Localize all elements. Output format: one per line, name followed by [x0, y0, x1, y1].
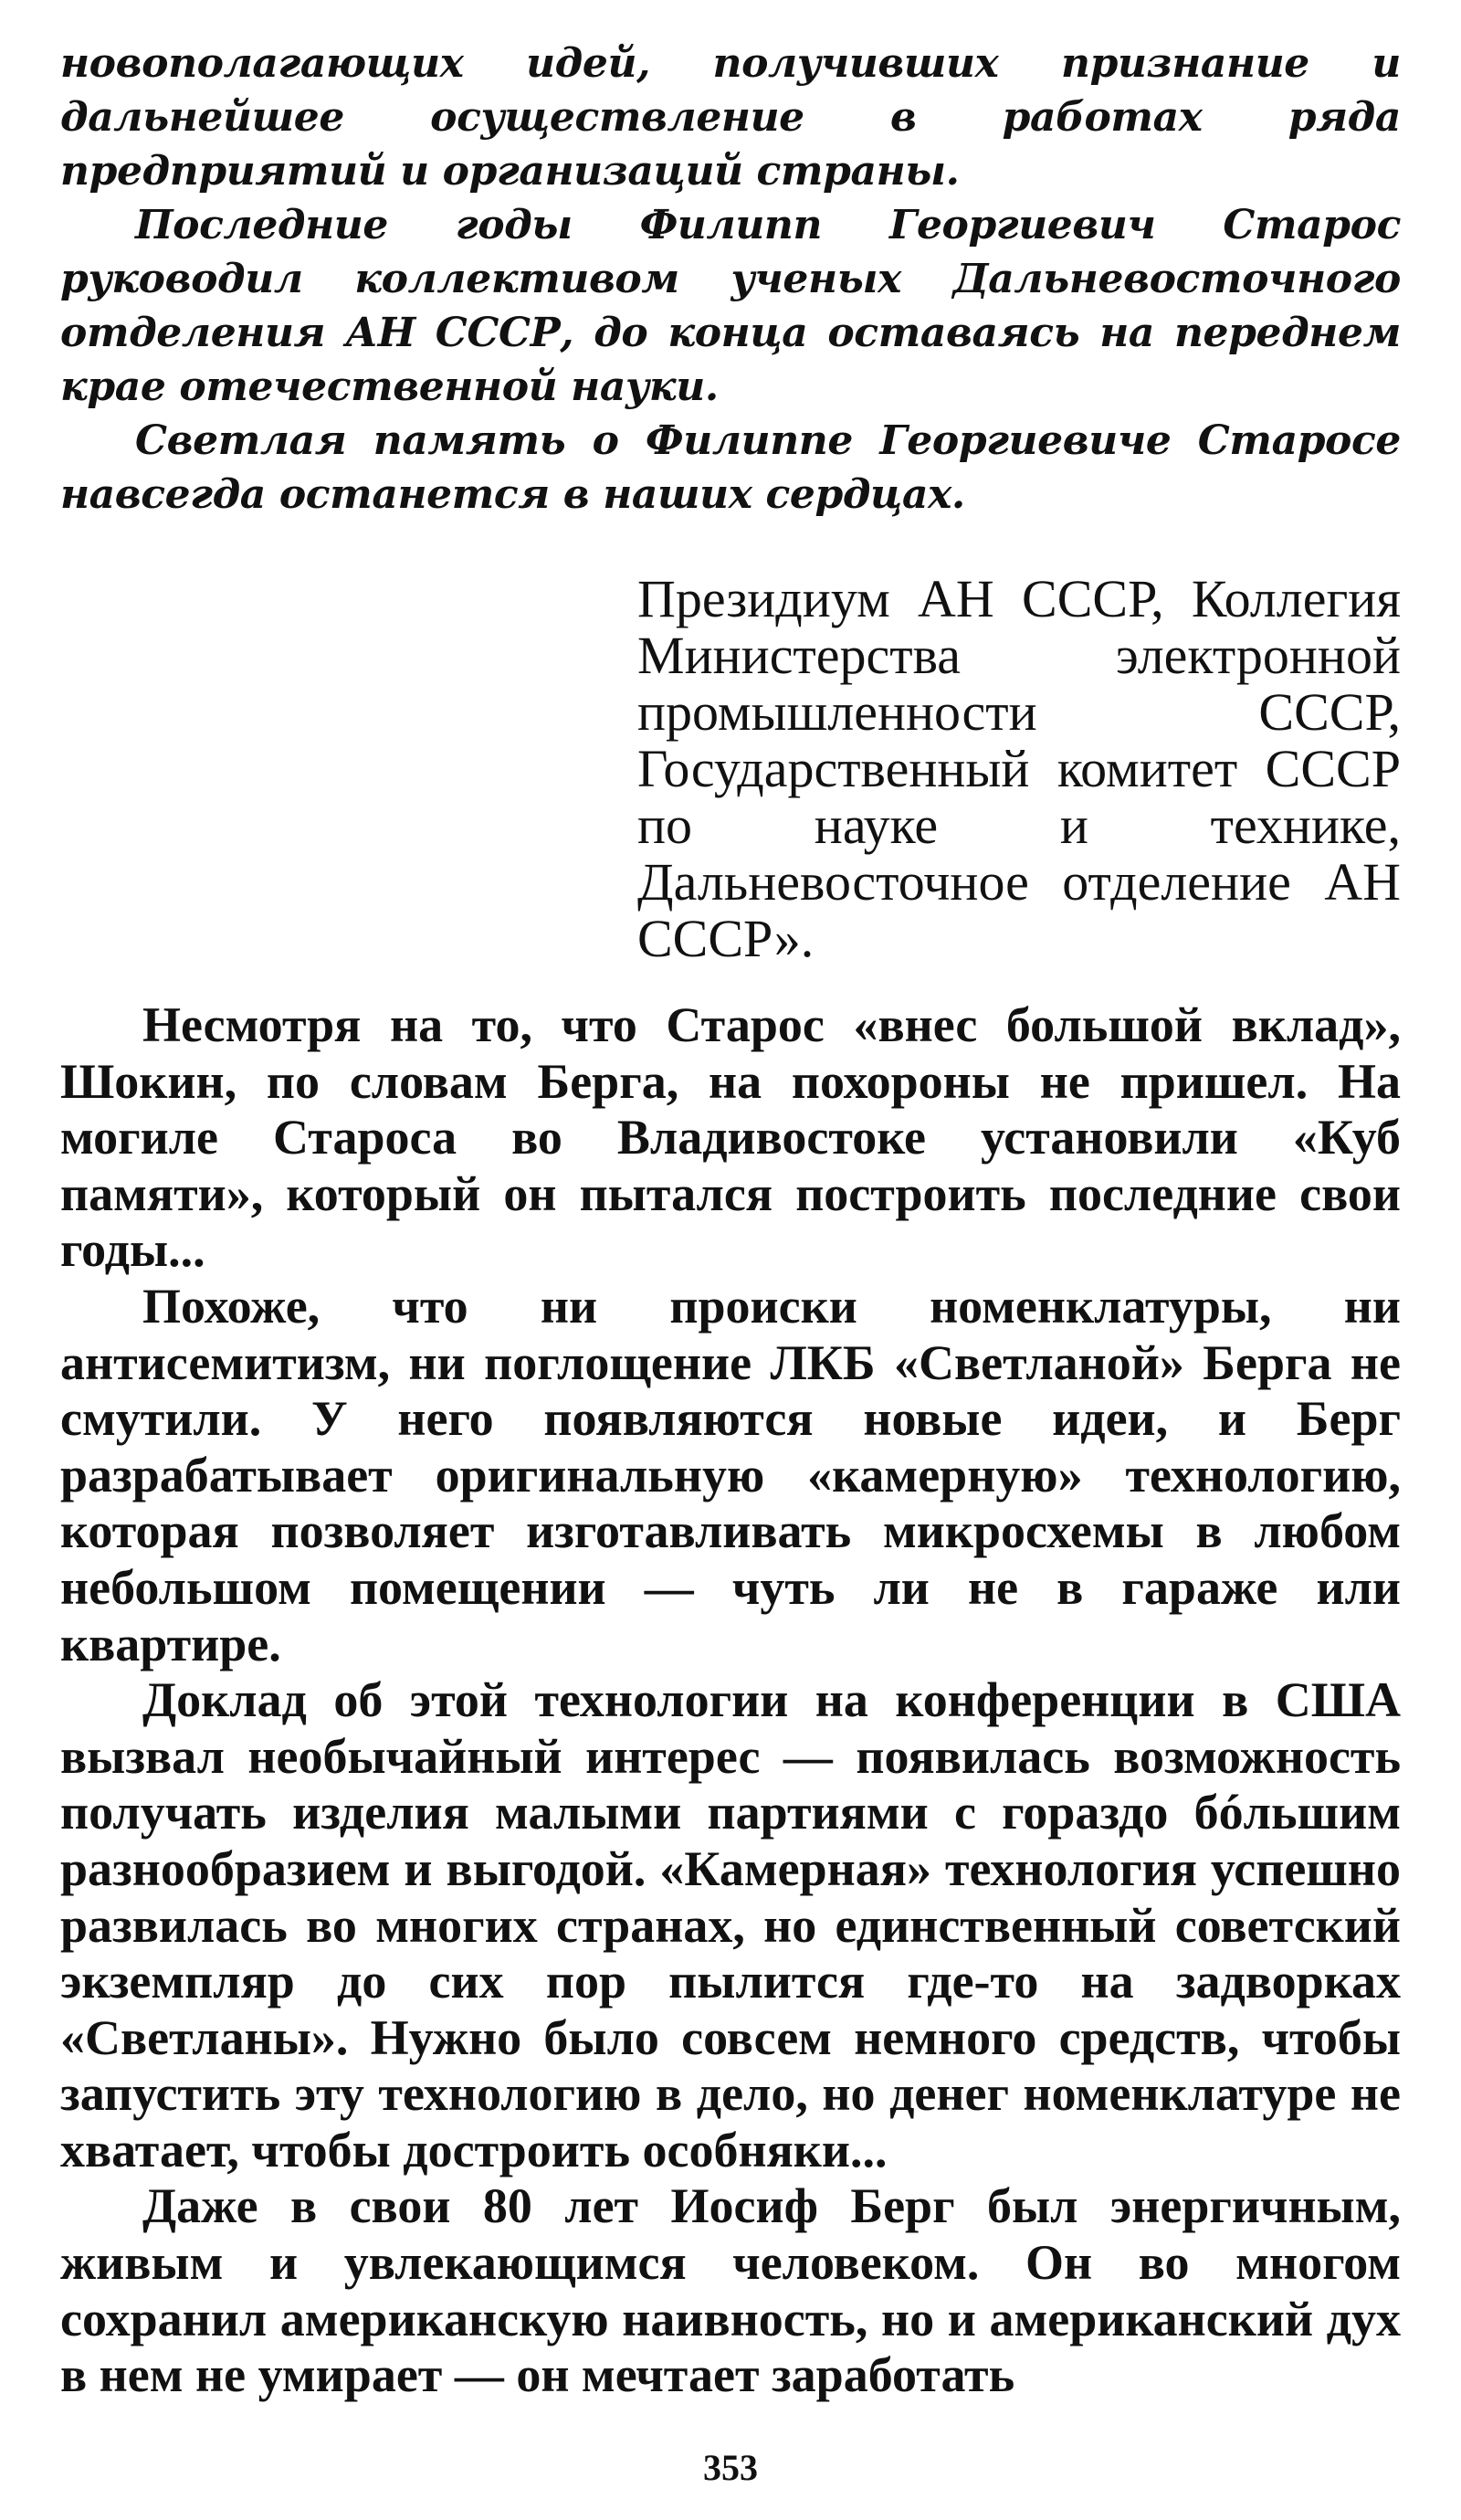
- tribute-paragraph-3: Светлая память о Филиппе Георгиевиче Старосе навсегда останется в наших сердцах.: [60, 417, 1401, 518]
- body-paragraph-2: Похоже, что ни происки номенклатуры, ни антисемитизм, ни поглощение ЛКБ «Светланой» Берга не смутили. У него появляются новые идеи, и Берг разрабатывает оригинальную «камерную» технологию, которая позволяет изготавливать микросхемы в любом небольшом помещении — чуть ли не в гараже или квартире.: [60, 1278, 1401, 1671]
- tribute-signature: Президиум АН СССР, Коллегия Министерства электронной промышленности СССР, Государственный комитет СССР по науке и технике, Дальневосточное отделение АН СССР».: [637, 569, 1401, 968]
- page-number: 353: [703, 2447, 758, 2488]
- tribute-paragraph-1: новополагающих идей, получивших признание и дальнейшее осуществление в работах ряда предприятий и организаций страны.: [60, 40, 1401, 195]
- body-paragraph-3: Доклад об этой технологии на конференции в США вызвал необычайный интерес — появилась возможность получать изделия малыми партиями с гораздо бóльшим разнообразием и выгодой. «Камерная» технология успешно развилась во многих странах, но единственный советский экземпляр до сих пор пылится где-то на задворках «Светланы». Нужно было совсем немного средств, чтобы запустить эту технологию в дело, но денег номенклатуре не хватает, чтобы достроить особняки...: [60, 1672, 1401, 2177]
- tribute-paragraph-2: Последние годы Филипп Георгиевич Старос руководил коллективом ученых Дальневосточного отделения АН СССР, до конца оставаясь на переднем крае отечественной науки.: [60, 202, 1401, 410]
- main-text: [60, 997, 1401, 2404]
- body-paragraph-1: Несмотря на то, что Старос «внес большой вклад», Шокин, по словам Берга, на похороны не пришел. На могиле Староса во Владивостоке установили «Куб памяти», который он пытался построить последние свои годы...: [60, 997, 1401, 1278]
- body-paragraph-4: Даже в свои 80 лет Иосиф Берг был энергичным, живым и увлекающимся человеком. Он во многом сохранил американскую наивность, но и американский дух в нем не умирает — он мечтает заработать: [60, 2178, 1401, 2403]
- tribute-text: [60, 37, 1401, 522]
